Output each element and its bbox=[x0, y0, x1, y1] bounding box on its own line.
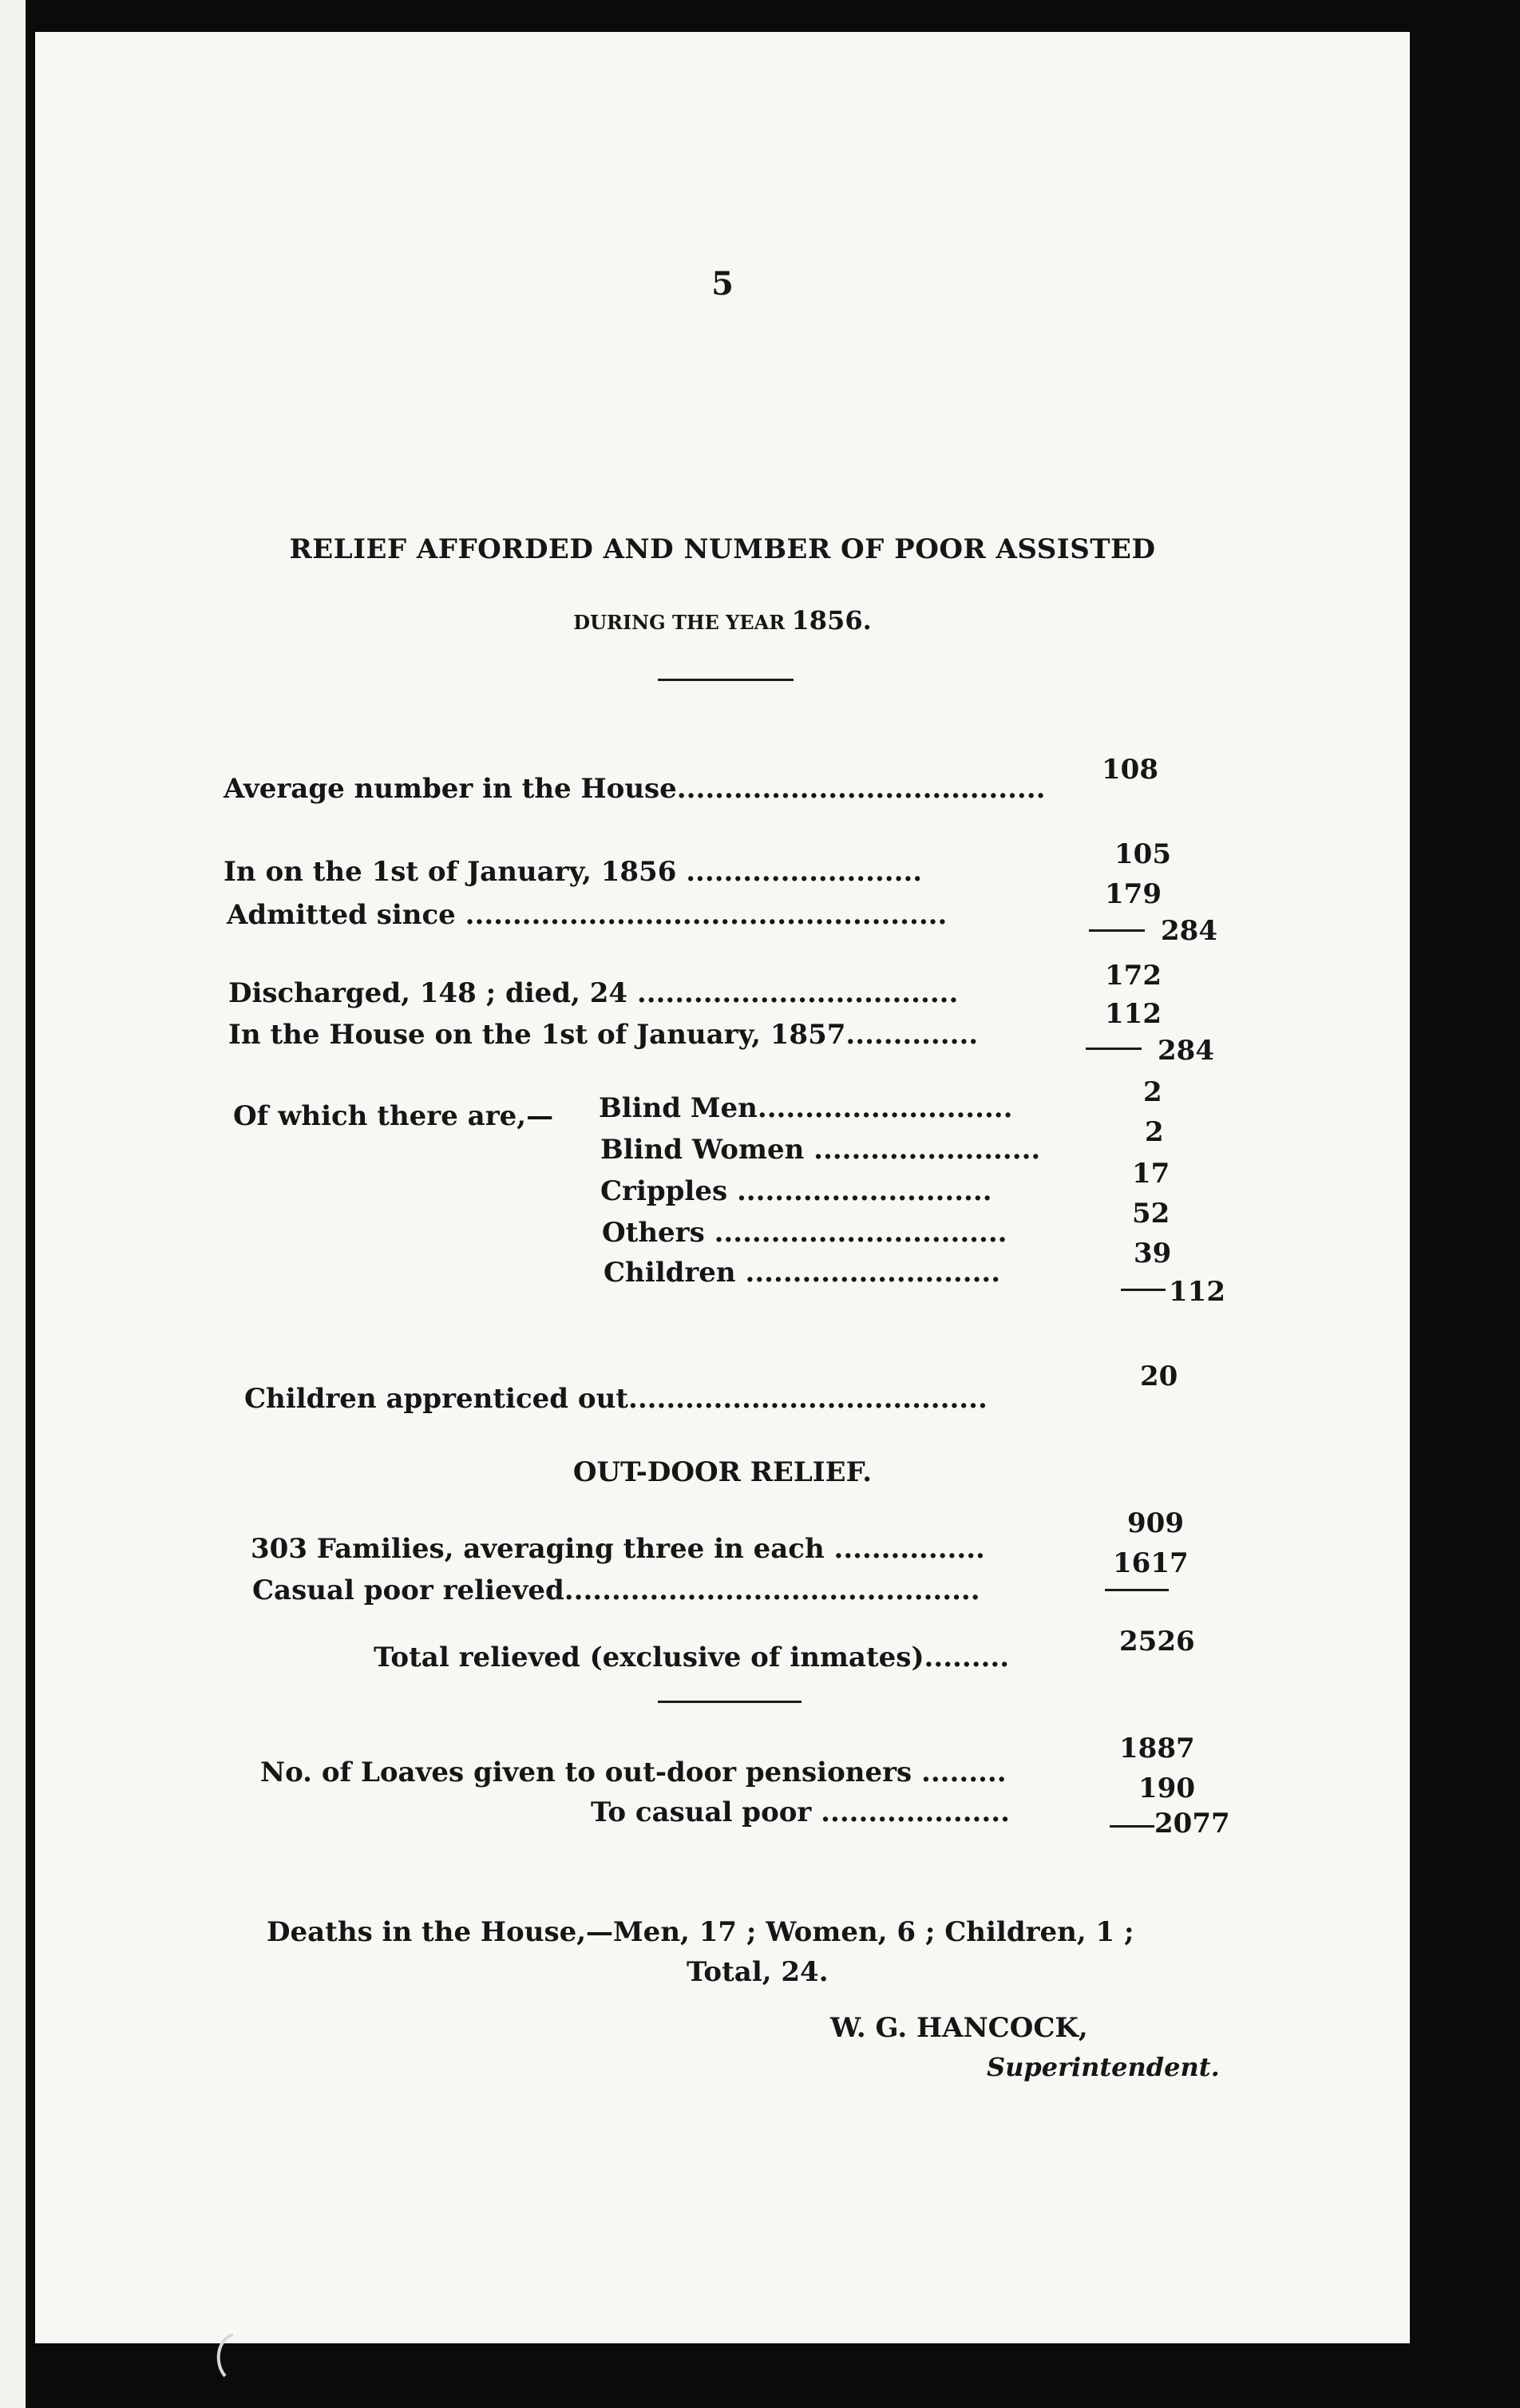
cripples-value: 17 bbox=[1132, 1158, 1170, 1190]
subtotal-4: 2077 bbox=[1154, 1808, 1230, 1840]
total-relieved-value: 2526 bbox=[1119, 1626, 1195, 1657]
discharged-label: Discharged, 148 ; died, 24 .................................. bbox=[228, 977, 959, 1009]
blind-women-value: 2 bbox=[1145, 1116, 1164, 1148]
subtotal-1-rule bbox=[1089, 929, 1145, 932]
average-value: 108 bbox=[1102, 754, 1158, 786]
page-number: 5 bbox=[711, 265, 734, 303]
subtotal-3-rule bbox=[1121, 1289, 1166, 1291]
blind-men-value: 2 bbox=[1143, 1076, 1162, 1108]
families-label: 303 Families, averaging three in each ................ bbox=[251, 1533, 985, 1565]
subtotal-2-rule bbox=[1086, 1048, 1142, 1050]
subtotal-3: 112 bbox=[1169, 1276, 1225, 1308]
average-label: Average number in the House....................................... bbox=[224, 773, 1046, 805]
others-value: 52 bbox=[1132, 1198, 1170, 1230]
outdoor-heading: OUT-DOOR RELIEF. bbox=[572, 1456, 873, 1488]
subtitle-prefix: DURING THE YEAR bbox=[573, 611, 786, 634]
apprenticed-value: 20 bbox=[1140, 1360, 1178, 1392]
subtotal-1: 284 bbox=[1161, 915, 1217, 947]
report-subtitle bbox=[35, 605, 1410, 636]
admitted-label: Admitted since ................................................... bbox=[227, 899, 948, 931]
subtotal-4-rule bbox=[1110, 1825, 1154, 1828]
apprenticed-label: Children apprenticed out...................................... bbox=[244, 1383, 988, 1415]
report-title: RELIEF AFFORDED AND NUMBER OF POOR ASSISTED bbox=[289, 533, 1156, 565]
film-mark-icon bbox=[209, 2331, 241, 2379]
casual-value: 1617 bbox=[1113, 1547, 1189, 1579]
blind-women-label: Blind Women ........................ bbox=[600, 1134, 1041, 1166]
signature-name: W. G. HANCOCK, bbox=[830, 2012, 1088, 2044]
in-house-label: In the House on the 1st of January, 1857.............. bbox=[228, 1019, 979, 1051]
admitted-value: 179 bbox=[1105, 878, 1162, 910]
in-house-value: 112 bbox=[1105, 998, 1162, 1030]
loaves-value: 1887 bbox=[1119, 1733, 1195, 1764]
document-page bbox=[35, 32, 1410, 2343]
deaths-line: Deaths in the House,—Men, 17 ; Women, 6 ; Children, 1 ; bbox=[267, 1916, 1134, 1948]
in-on-label: In on the 1st of January, 1856 ......................... bbox=[224, 856, 923, 888]
cripples-label: Cripples ........................... bbox=[600, 1175, 992, 1207]
loaves-casual-label: To casual poor .................... bbox=[591, 1796, 1010, 1828]
facing-page-edge bbox=[0, 0, 30, 2408]
in-on-value: 105 bbox=[1114, 838, 1171, 870]
blind-men-label: Blind Men........................... bbox=[599, 1092, 1013, 1124]
children-label: Children ........................... bbox=[604, 1257, 1001, 1289]
section-rule bbox=[658, 1701, 802, 1703]
loaves-casual-value: 190 bbox=[1138, 1772, 1195, 1804]
signature-role: Superintendent. bbox=[987, 2052, 1220, 2082]
total-relieved-label: Total relieved (exclusive of inmates)......... bbox=[374, 1642, 1010, 1673]
casual-label: Casual poor relieved............................................ bbox=[252, 1574, 980, 1606]
discharged-value: 172 bbox=[1105, 960, 1162, 992]
children-value: 39 bbox=[1134, 1238, 1172, 1269]
of-which-label: Of which there are,— bbox=[233, 1100, 554, 1132]
subtitle-year: 1856. bbox=[791, 605, 872, 636]
others-label: Others ............................... bbox=[602, 1217, 1007, 1249]
subtotal-2: 284 bbox=[1158, 1035, 1214, 1067]
casual-rule bbox=[1105, 1589, 1169, 1591]
deaths-total: Total, 24. bbox=[687, 1956, 829, 1988]
loaves-label: No. of Loaves given to out-door pensioners ......... bbox=[260, 1756, 1007, 1788]
title-rule bbox=[658, 679, 794, 681]
families-value: 909 bbox=[1127, 1507, 1184, 1539]
